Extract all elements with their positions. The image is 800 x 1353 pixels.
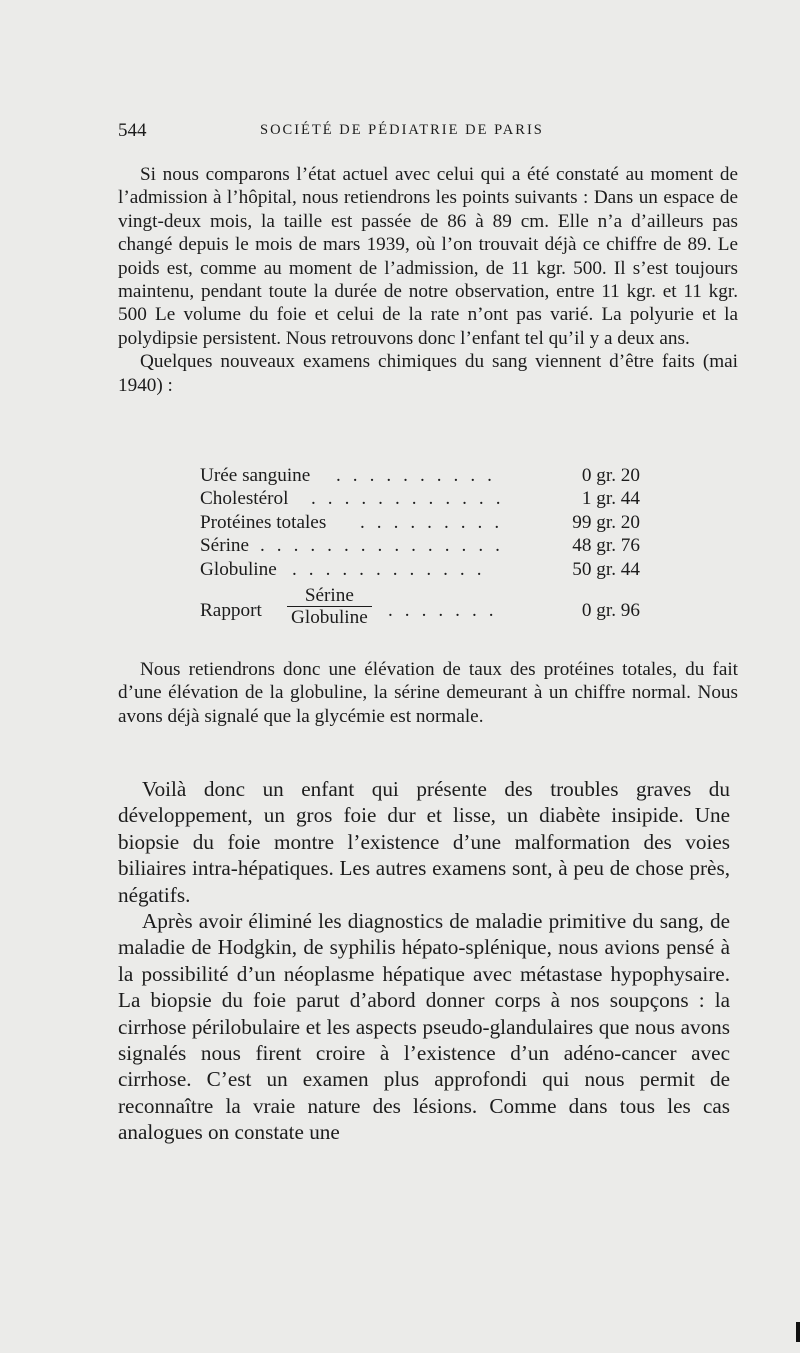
lab-value: 99 gr. 20 [572, 511, 640, 533]
ratio-value: 0 gr. 96 [581, 599, 640, 621]
leader-dots: . . . . . . . . . . [336, 465, 496, 486]
ratio-fraction [287, 585, 372, 628]
lab-results-table [200, 464, 660, 637]
section-discussion [118, 776, 730, 1146]
section-interpretation [118, 658, 738, 728]
leader-dots: . . . . . . . . . . . . . . . [260, 535, 504, 557]
fraction-denominator: Globuline [291, 606, 368, 628]
lab-label: Sérine [200, 535, 250, 557]
paragraph-interpretation: Nous retiendrons donc une élévation de taux des protéines totales, du fait d’une élévation de la globuline, la sérine demeurant à un chiffre normal. Nous avons déjà signalé que la glycémie est normale. [118, 659, 738, 727]
lab-row [200, 464, 660, 487]
lab-row-ratio [200, 585, 660, 637]
lab-label: Urée sanguine [200, 465, 311, 486]
lab-row [200, 558, 660, 581]
lab-label: Protéines totales [200, 511, 327, 533]
lab-row [200, 534, 660, 557]
lab-value: 0 gr. 20 [581, 465, 640, 486]
ratio-label: Rapport [200, 599, 262, 621]
fraction-numerator: Sérine [287, 585, 372, 607]
page-header [118, 120, 738, 144]
lab-row [200, 511, 660, 534]
lab-value: 1 gr. 44 [581, 488, 640, 510]
paragraph-exam-intro: Quelques nouveaux examens chimiques du sang viennent d’être faits (mai 1940) : [118, 351, 738, 396]
running-title: SOCIÉTÉ DE PÉDIATRIE DE PARIS [260, 122, 544, 138]
lab-value: 48 gr. 76 [572, 535, 640, 557]
leader-dots: . . . . . . . . . . . . [311, 488, 505, 510]
paragraph-comparison: Si nous comparons l’état actuel avec celui qui a été constaté au moment de l’admission à l’hôpital, nous retiendrons les points suivants : Dans un espace de vingt-deux mois, la taille est passée de 86 à 89 cm. Elle n’a d’ailleurs pas changé depuis le mois de mars 1939, où l’on trouvait déjà ce chiffre de 89. Le poids est, comme au moment de l’admission, de 11 kgr. 500. Il s’est toujours maintenu, pendant toute la durée de notre observation, entre 11 kgr. et 11 kgr. 500 Le volume du foie et celui de la rate n’ont pas varié. La polyurie et la polydipsie persistent. Nous retrouvons donc l’enfant tel qu’il y a deux ans. [118, 164, 738, 349]
scan-edge-mark [796, 1322, 800, 1342]
lab-row [200, 487, 660, 510]
leader-dots: . . . . . . . . . [360, 511, 503, 533]
lab-value: 50 gr. 44 [572, 558, 640, 580]
paragraph-summary: Voilà donc un enfant qui présente des troubles graves du développement, un gros foie dur et lisse, un diabète insipide. Une biopsie du foie montre l’existence d’une malformation des voies biliaires intra-hépatiques. Les autres examens sont, à peu de chose près, négatifs. [118, 777, 730, 907]
leader-dots: . . . . . . . [388, 599, 498, 621]
section-observation [118, 163, 738, 397]
page-number: 544 [118, 120, 147, 141]
leader-dots: . . . . . . . . . . . . [292, 558, 486, 580]
paragraph-diagnosis: Après avoir éliminé les diagnostics de maladie primitive du sang, de maladie de Hodgkin, de syphilis hépato-splénique, nous avions pensé à la possibilité d’un néoplasme hépatique avec métastase hypophysaire. La biopsie du foie parut d’abord donner corps à nos soupçons : la cirrhose périlobulaire et les aspects pseudo-glandulaires que nous avons signalés nous firent croire à l’existence d’un adéno-cancer avec cirrhose. C’est un examen plus approfondi qui nous permit de reconnaître la vraie nature des lésions. Comme dans tous les cas analogues on constate une [118, 909, 730, 1145]
lab-label: Cholestérol [200, 488, 289, 510]
lab-label: Globuline [200, 558, 277, 580]
